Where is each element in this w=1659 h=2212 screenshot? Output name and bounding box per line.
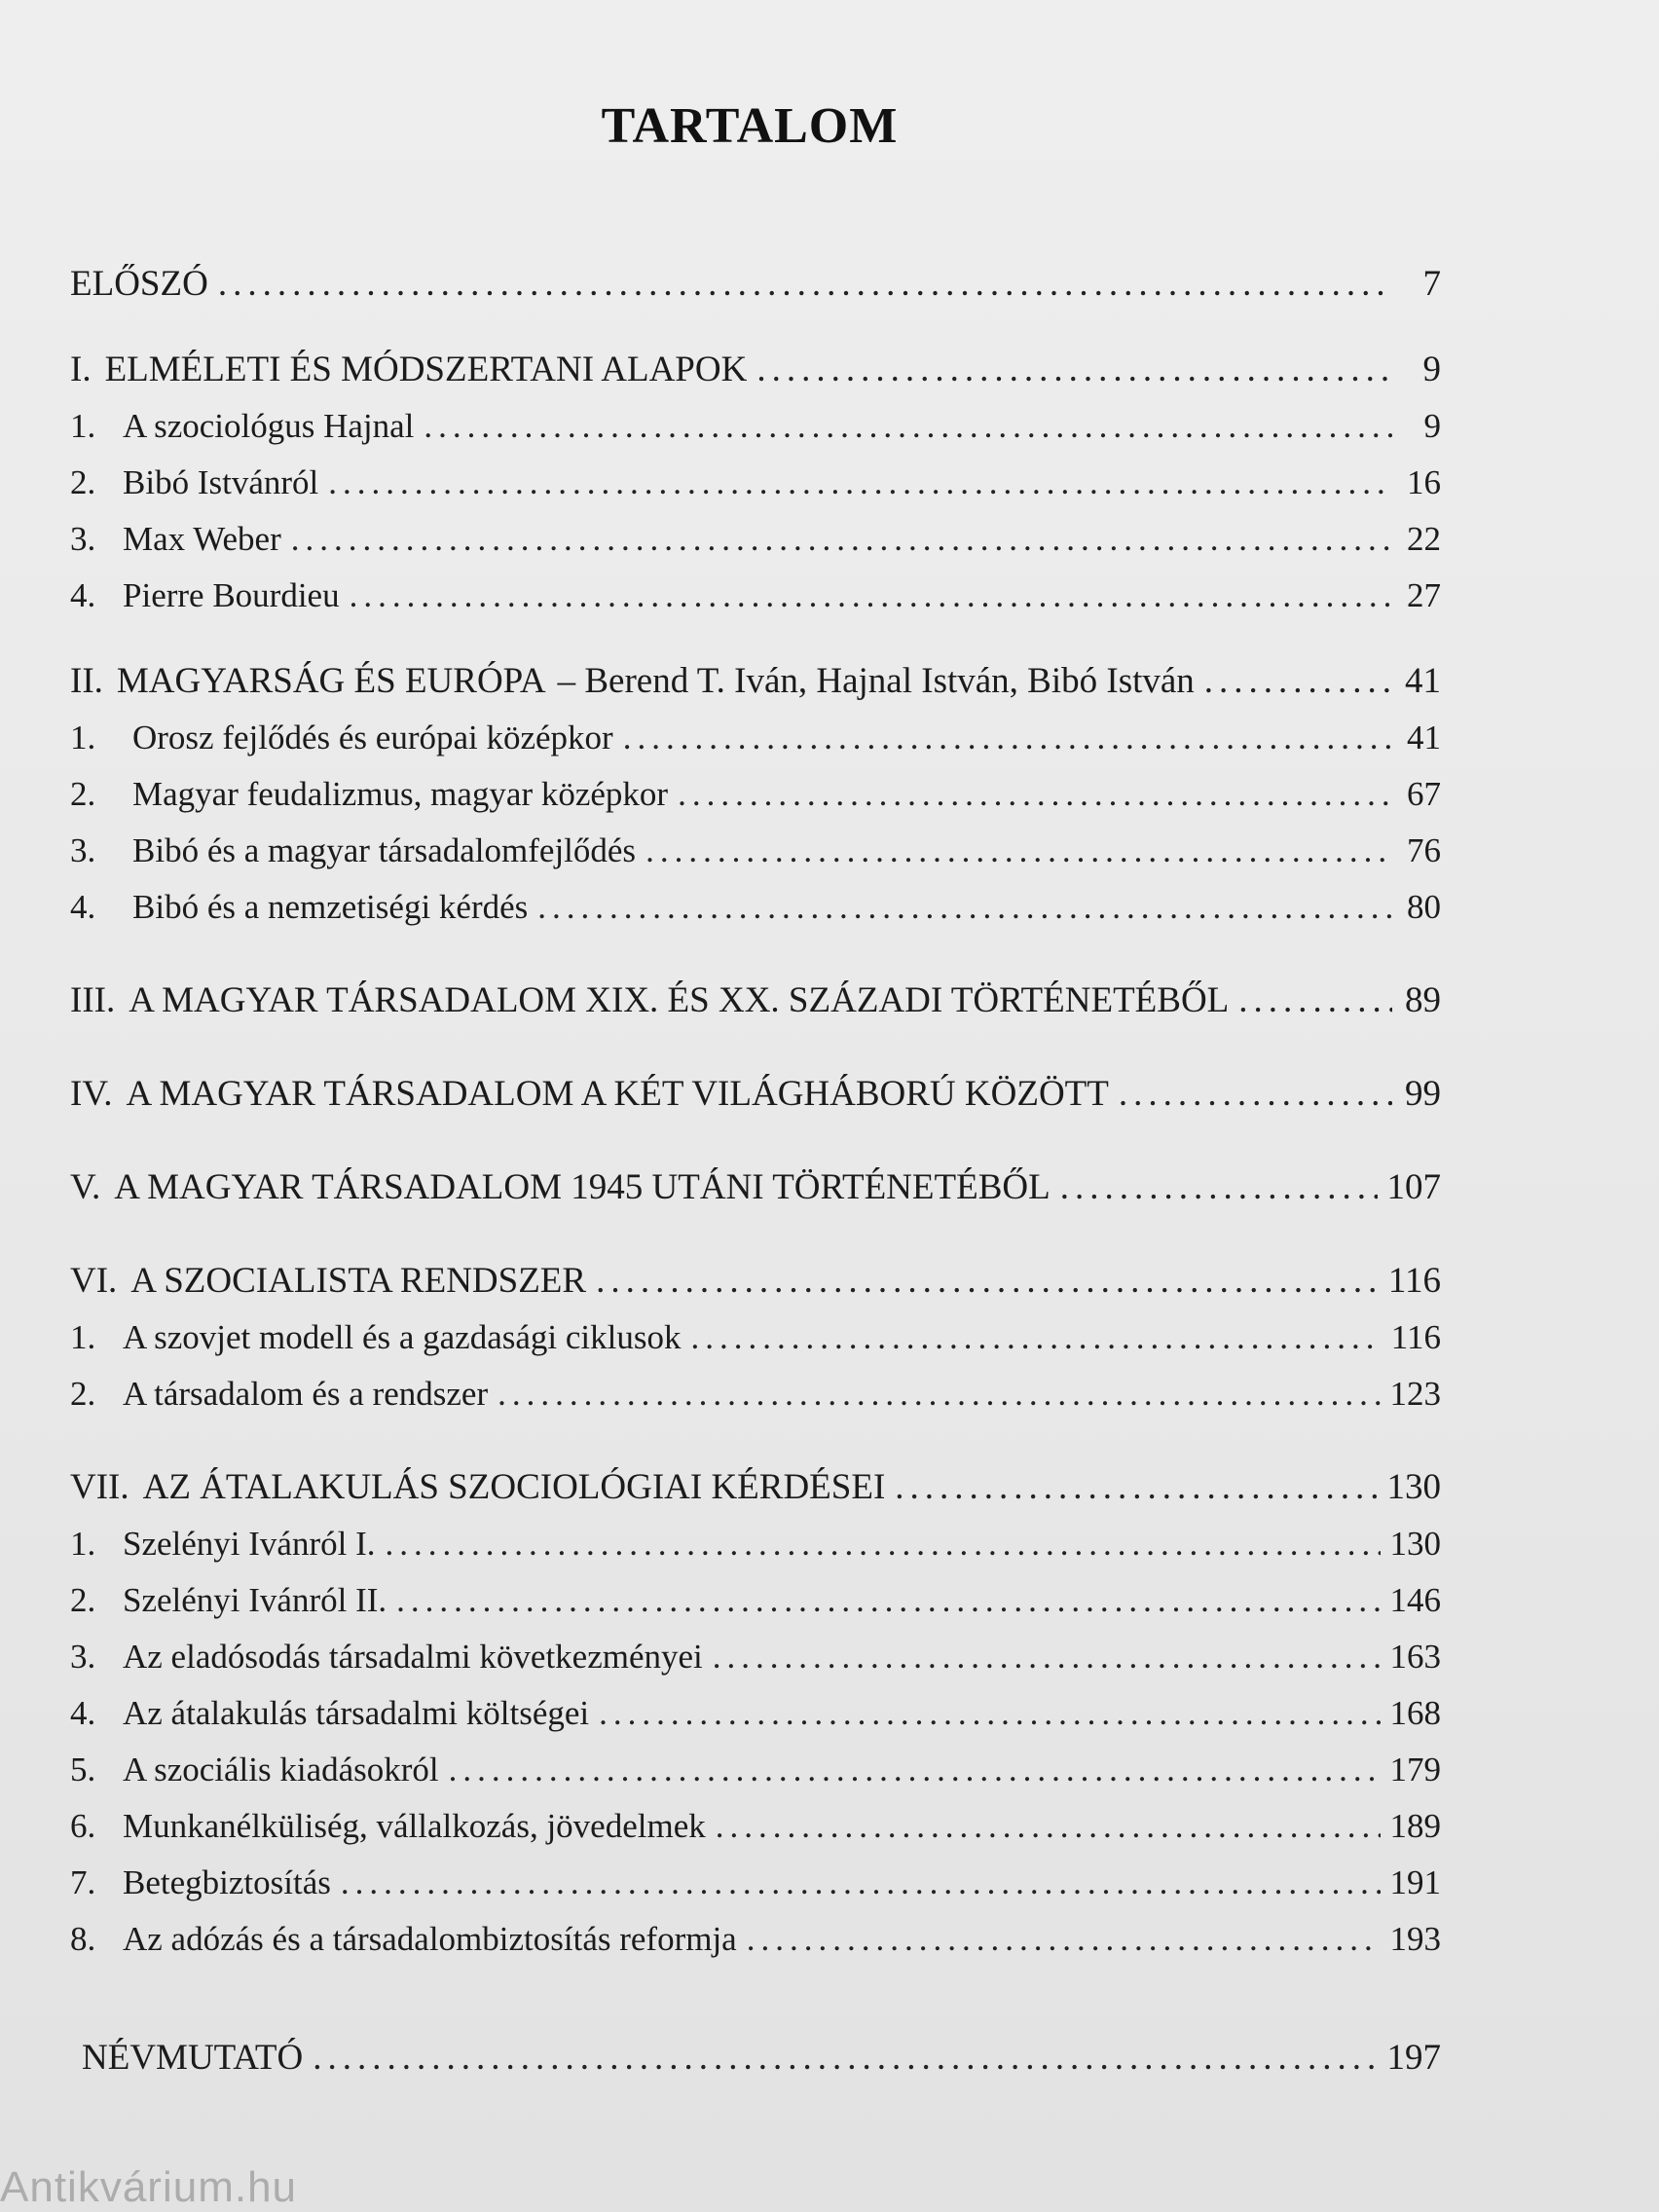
toc-section-7 bbox=[70, 1466, 1441, 1525]
toc-item bbox=[70, 831, 1441, 888]
item-number: 4. bbox=[70, 888, 96, 926]
item-label: Bibó és a nemzetiségi kérdés bbox=[132, 888, 529, 926]
item-label: A szociológus Hajnal bbox=[123, 407, 415, 445]
item-label: Szelényi Ivánról I. bbox=[123, 1525, 376, 1563]
item-label: Betegbiztosítás bbox=[123, 1863, 331, 1901]
toc-item bbox=[70, 1318, 1441, 1375]
item-number: 5. bbox=[70, 1751, 96, 1788]
section-page: 89 bbox=[1405, 980, 1441, 1020]
item-label: Az eladósodás társadalmi következményei bbox=[123, 1638, 703, 1676]
section-number: III. bbox=[70, 980, 116, 1020]
table-of-contents bbox=[70, 263, 1441, 2095]
dot-leader bbox=[341, 1863, 1381, 1902]
item-label: Az adózás és a társadalombiztosítás reformja bbox=[123, 1920, 737, 1958]
item-label: Orosz fejlődés és európai középkor bbox=[132, 719, 613, 756]
toc-item bbox=[70, 888, 1441, 944]
item-label: A társadalom és a rendszer bbox=[123, 1375, 489, 1413]
dot-leader bbox=[350, 576, 1392, 615]
dot-leader bbox=[623, 719, 1392, 757]
section-label: A MAGYAR TÁRSADALOM A KÉT VILÁGHÁBORÚ KÖZÖTT bbox=[126, 1074, 1109, 1114]
section-page: 130 bbox=[1386, 1467, 1441, 1507]
item-label: Munkanélküliség, vállalkozás, jövedelmek bbox=[123, 1807, 706, 1845]
dot-leader bbox=[1119, 1073, 1392, 1115]
entry-label: ELŐSZÓ bbox=[70, 264, 208, 304]
section-label: A MAGYAR TÁRSADALOM 1945 UTÁNI TÖRTÉNETÉBŐL bbox=[114, 1167, 1051, 1207]
section-number: VII. bbox=[70, 1467, 129, 1507]
toc-item bbox=[70, 520, 1441, 576]
entry-page: 197 bbox=[1386, 2038, 1441, 2078]
item-number: 2. bbox=[70, 775, 96, 813]
toc-section-1 bbox=[70, 349, 1441, 407]
dot-leader bbox=[895, 1466, 1377, 1508]
toc-item bbox=[70, 1638, 1441, 1694]
dot-leader bbox=[716, 1807, 1381, 1846]
dot-leader bbox=[690, 1318, 1381, 1357]
item-number: 1. bbox=[70, 1525, 96, 1563]
watermark-text: Antikvárium.hu bbox=[0, 2163, 298, 2211]
dot-leader bbox=[747, 1920, 1381, 1959]
section-label: A SZOCIALISTA RENDSZER bbox=[130, 1261, 587, 1301]
entry-label: NÉVMUTATÓ bbox=[82, 2038, 304, 2078]
dot-leader bbox=[498, 1375, 1380, 1414]
dot-leader bbox=[713, 1638, 1381, 1677]
section-subtitle: – Berend T. Iván, Hajnal István, Bibó István bbox=[557, 661, 1195, 701]
section-label: A MAGYAR TÁRSADALOM XIX. ÉS XX. SZÁZADI TÖRTÉNETÉBŐL bbox=[129, 980, 1230, 1020]
item-page: 189 bbox=[1389, 1807, 1441, 1845]
toc-item bbox=[70, 463, 1441, 520]
toc-item bbox=[70, 407, 1441, 463]
toc-item bbox=[70, 719, 1441, 775]
page-title: TARTALOM bbox=[601, 98, 899, 154]
item-number: 1. bbox=[70, 407, 96, 445]
section-number: IV. bbox=[70, 1074, 113, 1114]
section-page: 99 bbox=[1405, 1074, 1441, 1114]
toc-item bbox=[70, 1863, 1441, 1920]
item-number: 8. bbox=[70, 1920, 96, 1958]
item-number: 1. bbox=[70, 719, 96, 756]
toc-item bbox=[70, 1375, 1441, 1431]
item-page: 193 bbox=[1389, 1920, 1441, 1958]
toc-item bbox=[70, 1581, 1441, 1638]
section-number: II. bbox=[70, 661, 103, 701]
dot-leader bbox=[1238, 979, 1392, 1021]
item-page: 146 bbox=[1389, 1581, 1441, 1619]
dot-leader bbox=[449, 1751, 1381, 1789]
item-number: 3. bbox=[70, 831, 96, 869]
item-label: Bibó Istvánról bbox=[123, 463, 319, 501]
section-page: 9 bbox=[1422, 350, 1441, 389]
item-number: 2. bbox=[70, 463, 96, 501]
section-label: AZ ÁTALAKULÁS SZOCIOLÓGIAI KÉRDÉSEI bbox=[142, 1467, 886, 1507]
dot-leader bbox=[756, 349, 1392, 390]
item-number: 7. bbox=[70, 1863, 96, 1901]
item-number: 2. bbox=[70, 1581, 96, 1619]
item-label: Szelényi Ivánról II. bbox=[123, 1581, 387, 1619]
section-label: MAGYARSÁG ÉS EURÓPA bbox=[116, 661, 546, 701]
dot-leader bbox=[313, 2037, 1377, 2079]
item-page: 123 bbox=[1389, 1375, 1441, 1413]
toc-entry-nevmutato bbox=[70, 2037, 1441, 2095]
section-number: I. bbox=[70, 350, 92, 389]
dot-leader bbox=[328, 463, 1392, 502]
item-page: 130 bbox=[1389, 1525, 1441, 1563]
item-number: 2. bbox=[70, 1375, 96, 1413]
dot-leader bbox=[678, 775, 1392, 814]
toc-item bbox=[70, 775, 1441, 831]
toc-section-4 bbox=[70, 1073, 1441, 1131]
item-page: 191 bbox=[1389, 1863, 1441, 1901]
dot-leader bbox=[596, 1260, 1379, 1302]
dot-leader bbox=[599, 1694, 1380, 1733]
dot-leader bbox=[645, 831, 1392, 870]
item-page: 163 bbox=[1389, 1638, 1441, 1676]
section-page: 41 bbox=[1405, 661, 1441, 701]
item-label: A szovjet modell és a gazdasági ciklusok bbox=[123, 1318, 682, 1356]
item-label: Magyar feudalizmus, magyar középkor bbox=[132, 775, 669, 813]
toc-section-5 bbox=[70, 1166, 1441, 1225]
item-page: 16 bbox=[1407, 463, 1441, 501]
dot-leader bbox=[291, 520, 1392, 559]
section-label: ELMÉLETI ÉS MÓDSZERTANI ALAPOK bbox=[104, 350, 748, 389]
dot-leader bbox=[424, 407, 1392, 446]
item-label: Az átalakulás társadalmi költségei bbox=[123, 1694, 590, 1732]
dot-leader bbox=[386, 1525, 1381, 1564]
item-page: 76 bbox=[1407, 831, 1441, 869]
toc-item bbox=[70, 1751, 1441, 1807]
toc-entry-eloszo bbox=[70, 263, 1441, 321]
section-page: 107 bbox=[1386, 1167, 1441, 1207]
item-number: 4. bbox=[70, 1694, 96, 1732]
toc-section-6 bbox=[70, 1260, 1441, 1318]
item-page: 168 bbox=[1389, 1694, 1441, 1732]
item-page: 22 bbox=[1407, 520, 1441, 558]
toc-section-3 bbox=[70, 979, 1441, 1038]
item-page: 67 bbox=[1407, 775, 1441, 813]
item-number: 6. bbox=[70, 1807, 96, 1845]
dot-leader bbox=[396, 1581, 1380, 1620]
item-number: 1. bbox=[70, 1318, 96, 1356]
toc-section-2 bbox=[70, 660, 1441, 719]
item-page: 27 bbox=[1407, 576, 1441, 614]
section-page: 116 bbox=[1387, 1261, 1441, 1301]
toc-item bbox=[70, 1920, 1441, 1976]
item-number: 3. bbox=[70, 520, 96, 558]
toc-item bbox=[70, 1694, 1441, 1751]
dot-leader bbox=[537, 888, 1392, 927]
section-number: V. bbox=[70, 1167, 101, 1207]
toc-item bbox=[70, 1807, 1441, 1863]
item-page: 80 bbox=[1407, 888, 1441, 926]
entry-page: 7 bbox=[1422, 264, 1441, 304]
item-label: Bibó és a magyar társadalomfejlődés bbox=[132, 831, 637, 869]
item-page: 41 bbox=[1407, 719, 1441, 756]
dot-leader bbox=[1060, 1166, 1378, 1208]
toc-item bbox=[70, 576, 1441, 633]
item-page: 179 bbox=[1389, 1751, 1441, 1788]
item-label: Max Weber bbox=[123, 520, 281, 558]
item-number: 4. bbox=[70, 576, 96, 614]
item-label: A szociális kiadásokról bbox=[123, 1751, 439, 1788]
dot-leader bbox=[1204, 660, 1392, 702]
dot-leader bbox=[218, 263, 1392, 305]
item-page: 9 bbox=[1423, 407, 1441, 445]
item-label: Pierre Bourdieu bbox=[123, 576, 340, 614]
item-number: 3. bbox=[70, 1638, 96, 1676]
toc-item bbox=[70, 1525, 1441, 1581]
section-number: VI. bbox=[70, 1261, 118, 1301]
item-page: 116 bbox=[1390, 1318, 1441, 1356]
